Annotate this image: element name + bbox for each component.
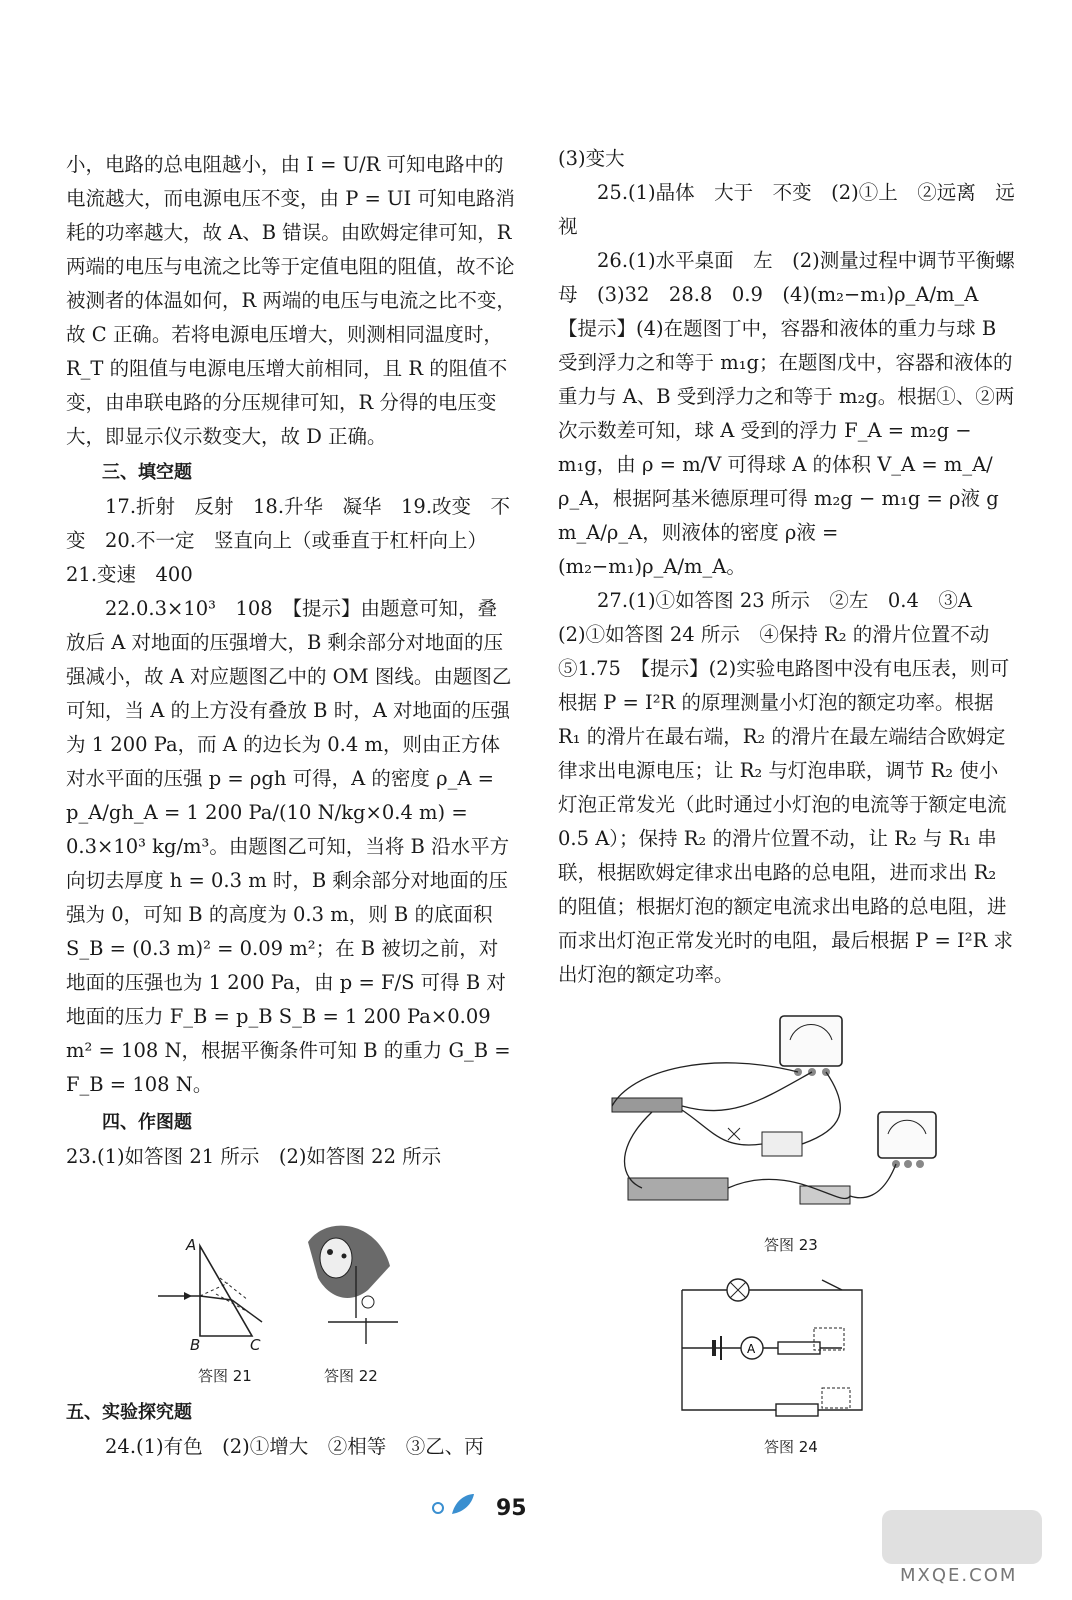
page-number: 95 bbox=[496, 1496, 527, 1521]
answer-22: 22.0.3×10³ 108 【提示】由题意可知，叠放后 A 对地面的压强增大，B 剩余部分对地面的压强减小，故 A 对应题图乙中的 OM 图线。由题图乙可知，当 A 的上方没有叠放 B 时，A 对地面的压强为 1 200 Pa，而 A 的边长为 0.4 m，则由正方体对水平面的压强 p = ρgh 可得，A 的密度 ρ_A = p_A/gh_A = 1 200 Pa/(10 N/kg×0.4 m) = 0.3×10³ kg/m³。由题图乙可知，当将 B 沿水平方向切去厚度 h = 0.3 m 时，B 剩余部分对地面的压强为 0，可知 B 的高度为 0.3 m，则 B 的底面积 S_B = (0.3 m)² = 0.09 m²；在 B 被切之前，对地面的压强也为 1 200 Pa，由 p = F/S 可得 B 对地面的压力 F_B = p_B S_B = 1 200 Pa×0.09 m² = 108 N，根据平衡条件可知 B 的重力 G_B = F_B = 108 N。 bbox=[66, 597, 512, 1096]
answer-24-3: (3)变大 bbox=[558, 147, 625, 170]
left-column bbox=[66, 148, 516, 1174]
figure-23-circuit bbox=[592, 1010, 1012, 1228]
section-4-heading: 四、作图题 bbox=[102, 1112, 192, 1133]
figure-24-caption: 答图 24 bbox=[764, 1438, 818, 1456]
section-5-heading: 五、实验探究题 bbox=[66, 1402, 192, 1423]
hint-26: 【提示】(4)在题图丁中，容器和液体的重力与球 B 受到浮力之和等于 m₁g；在题图戊中，容器和液体的重力与 A、B 受到浮力之和等于 m₂g。根据①、②两次示数差可知，球 A 受到的浮力 F_A = m₂g − m₁g，由 ρ = m/V 可得球 A 的体积 V_A = m_A/ρ_A，根据阿基米德原理可得 m₂g − m₁g = ρ液 g m_A/ρ_A，则液体的密度 ρ液 = (m₂−m₁)ρ_A/m_A。 bbox=[558, 317, 1015, 578]
answer-24: 24.(1)有色 (2)①增大 ②相等 ③乙、丙 bbox=[105, 1435, 484, 1458]
answer-25: 25.(1)晶体 大于 不变 (2)①上 ②远离 远视 bbox=[558, 181, 1015, 238]
figure-21-prism bbox=[150, 1238, 290, 1358]
left-column-bottom bbox=[66, 1396, 516, 1464]
answer-23: 23.(1)如答图 21 所示 (2)如答图 22 所示 bbox=[66, 1145, 442, 1168]
answer-17-20: 17.折射 反射 18.升华 凝华 19.改变 不变 20.不一定 竖直向上（或垂直于杠杆向上） bbox=[66, 495, 511, 552]
svg-text:A: A bbox=[747, 1342, 756, 1356]
answer-26: 26.(1)水平桌面 左 (2)测量过程中调节平衡螺母 (3)32 28.8 0.9 (4)(m₂−m₁)ρ_A/m_A bbox=[558, 249, 1015, 306]
leaf-logo-icon bbox=[428, 1490, 488, 1520]
figure-24-schematic bbox=[672, 1264, 872, 1434]
figure-22-incline bbox=[298, 1218, 408, 1358]
answer-paragraph-16: 小，电路的总电阻越小，由 I = U/R 可知电路中的电流越大，而电源电压不变，由 P = UI 可知电路消耗的功率越大，故 A、B 错误。由欧姆定律可知，R 两端的电压与电流之比等于定值电阻的阻值，故不论被测者的体温如何，R 两端的电压与电流之比不变，故 C 正确。若将电源电压增大，则测相同温度时，R_T 的阻值与电源电压增大前相同，且 R 的阻值不变，由串联电路的分压规律可知，R 分得的电压变大，即显示仪示数变大，故 D 正确。 bbox=[66, 153, 516, 448]
answer-21: 21.变速 400 bbox=[66, 563, 193, 586]
label-b: B bbox=[190, 1336, 201, 1354]
figure-23-caption: 答图 23 bbox=[764, 1236, 818, 1254]
figure-22-caption: 答图 22 bbox=[324, 1367, 378, 1385]
answer-27: 27.(1)①如答图 23 所示 ②左 0.4 ③A (2)①如答图 24 所示 ④保持 R₂ 的滑片位置不动 ⑤1.75 【提示】(2)实验电路图中没有电压表，则可根据 P = I²R 的原理测量小灯泡的额定功率。根据 R₁ 的滑片在最右端，R₂ 的滑片在最左端结合欧姆定律求出电源电压；让 R₂ 与灯泡串联，调节 R₂ 使小灯泡正常发光（此时通过小灯泡的电流等于额定电流 0.5 A）；保持 R₂ 的滑片位置不动，让 R₂ 与 R₁ 串联，根据欧姆定律求出电路的总电阻，进而求出 R₂ 的阻值；根据灯泡的额定电流求出电路的总电阻，进而求出灯泡正常发光时的电阻，最后根据 P = I²R 求出灯泡的额定功率。 bbox=[558, 589, 1013, 986]
watermark-text: MXQE.COM bbox=[900, 1565, 1018, 1586]
section-3-heading: 三、填空题 bbox=[102, 462, 192, 483]
figure-21-caption: 答图 21 bbox=[198, 1367, 252, 1385]
right-column bbox=[558, 142, 1016, 992]
label-c: C bbox=[250, 1336, 261, 1354]
label-a: A bbox=[186, 1236, 197, 1254]
